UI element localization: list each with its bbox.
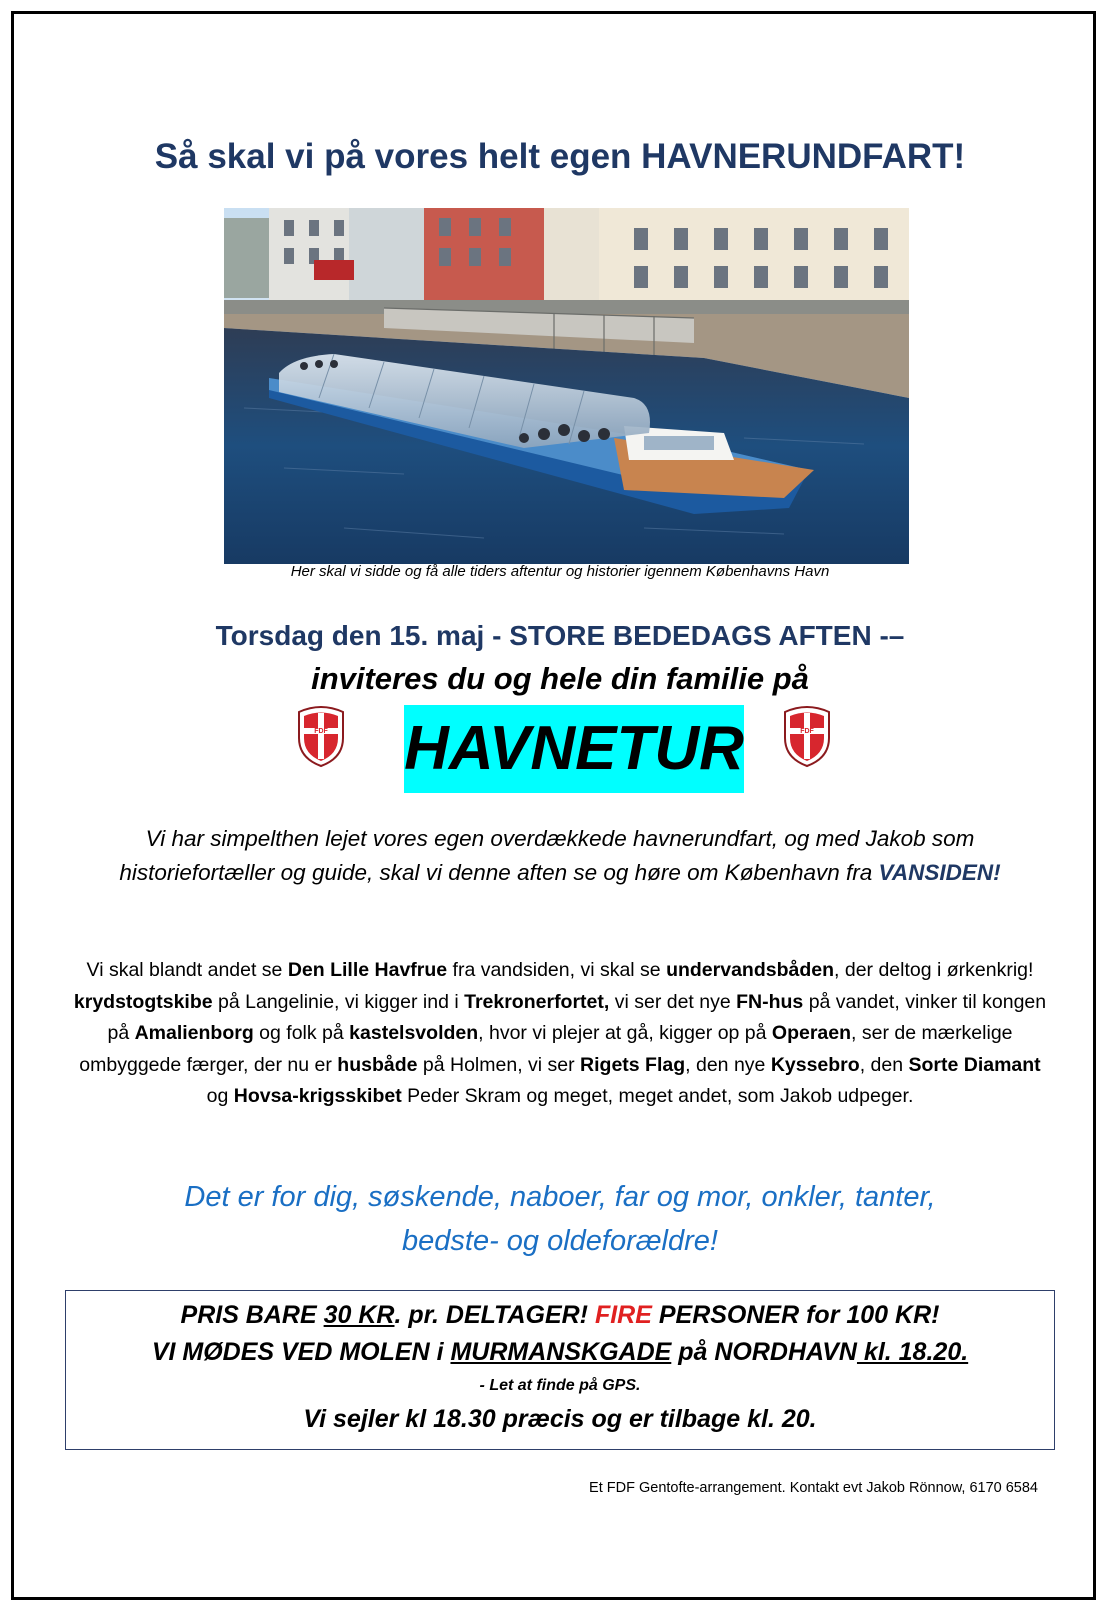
sight-text: , den (859, 1053, 909, 1076)
sailing-line: Vi sejler kl 18.30 præcis og er tilbage kl. 20. (303, 1405, 817, 1433)
family-invitation (0, 1175, 1120, 1263)
headline-havnetur: HAVNETUR (404, 705, 744, 793)
price-text-3: PERSONER for 100 KR! (651, 1301, 940, 1329)
sight-name: Sorte Diamant (908, 1053, 1041, 1076)
sight-text: , hvor vi plejer at gå, kigger op på (478, 1022, 772, 1045)
sight-name: Operaen (771, 1022, 852, 1045)
photo-caption: Her skal vi sidde og få alle tiders aftentur og historier igennem Københavns Havn (290, 563, 830, 580)
price-line (66, 1301, 1054, 1330)
sight-text: fra vandsiden, vi skal se (447, 959, 667, 981)
svg-text:FDF: FDF (314, 728, 328, 735)
intro-paragraph (70, 822, 1050, 890)
family-line-1: Det er for dig, søskende, naboer, far og mor, onkler, tanter, (184, 1181, 936, 1213)
price-fire: FIRE (594, 1301, 652, 1329)
info-box (65, 1290, 1055, 1450)
price-amount: 30 KR (323, 1301, 395, 1329)
sight-text: og folk på (253, 1022, 350, 1045)
contact-footer: Et FDF Gentofte-arrangement. Kontakt evt Jakob Rönnow, 6170 6584 (589, 1480, 1038, 1496)
sight-text: , ser de mærkelige ombyggede færger, der nu er (79, 1022, 1013, 1076)
sight-name: husbåde (337, 1053, 418, 1076)
family-line-2: bedste- og oldeforældre! (402, 1225, 718, 1257)
svg-text:FDF: FDF (800, 728, 814, 735)
meet-street: MURMANSKGADE (450, 1338, 672, 1366)
sight-name: Rigets Flag (580, 1053, 686, 1076)
sight-text: Peder Skram og meget, meget andet, som Jakob udpeger. (401, 1085, 914, 1108)
sight-text: , den nye (685, 1053, 771, 1076)
meet-time: kl. 18.20. (856, 1338, 969, 1366)
sight-text: og (206, 1085, 234, 1108)
sight-text: på Holmen, vi ser (417, 1053, 581, 1076)
sight-name: Hovsa-krigsskibet (233, 1085, 402, 1108)
sight-text: på Langelinie, vi kigger ind i (212, 990, 465, 1013)
sight-text: på vandet, vinker til kongen på (107, 990, 1047, 1045)
sight-name: Amalienborg (134, 1022, 254, 1045)
sight-name: krydstogtskibe (73, 990, 213, 1013)
sight-name: FN-hus (736, 990, 804, 1013)
harbour-boat-photo (224, 208, 909, 564)
gps-note: - Let at finde på GPS. (479, 1377, 641, 1394)
sight-name: kastelsvolden (349, 1022, 479, 1045)
meet-text-2: på NORDHAVN (671, 1338, 857, 1366)
meet-text: VI MØDES VED MOLEN i (151, 1338, 451, 1366)
sights-paragraph (70, 955, 1050, 1113)
sight-text: Vi skal blandt andet se (86, 959, 288, 981)
price-text: PRIS BARE (180, 1301, 324, 1329)
fdf-crest-icon (293, 704, 349, 768)
intro-text: Vi har simpelthen lejet vores egen overdækkede havnerundfart, og med Jakob som historiefortæller og guide, skal vi denne aften se og høre om København fra (119, 826, 975, 885)
fdf-crest-icon (779, 704, 835, 768)
page-title: Så skal vi på vores helt egen HAVNERUNDFART! (154, 137, 966, 176)
intro-emphasis: VANSIDEN! (878, 860, 1001, 885)
sight-text: , der deltog i ørkenkrig! (834, 959, 1034, 981)
sight-name: Trekronerfortet, (464, 990, 610, 1013)
invitation-line: inviteres du og hele din familie på (311, 661, 809, 696)
event-date: Torsdag den 15. maj - STORE BEDEDAGS AFTEN -– (215, 620, 905, 651)
sight-name: Kyssebro (770, 1053, 860, 1076)
sight-name: undervandsbåden (666, 959, 835, 981)
price-text-2: . pr. DELTAGER! (394, 1301, 595, 1329)
meeting-line (66, 1338, 1054, 1367)
sight-text: vi ser det nye (609, 990, 737, 1013)
sight-name: Den Lille Havfrue (287, 959, 448, 981)
